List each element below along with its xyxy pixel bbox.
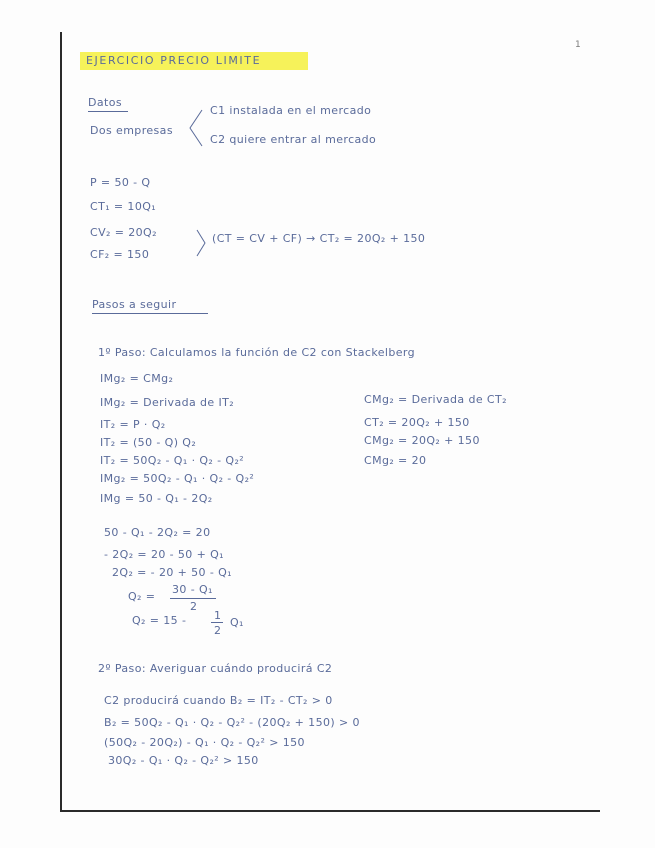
cv2-equation: CV₂ = 20Q₂ [90,226,157,239]
fraction-tail: Q₁ [230,616,244,629]
paso2-line: C2 producirá cuando B₂ = IT₂ - CT₂ > 0 [104,694,333,707]
solve-line: 2Q₂ = - 20 + 50 - Q₁ [112,566,232,579]
paso1-line: IT₂ = P · Q₂ [100,418,166,431]
pasos-heading: Pasos a seguir [92,298,177,311]
paso1-line: IMg = 50 - Q₁ - 2Q₂ [100,492,213,505]
ct2-relation: (CT = CV + CF) → CT₂ = 20Q₂ + 150 [212,232,426,245]
paso1-right-line: CMg₂ = 20Q₂ + 150 [364,434,480,447]
datos-heading: Datos [88,96,122,109]
brace-icon [186,108,206,148]
paso1-right-line: CMg₂ = 20 [364,454,427,467]
solve-line: - 2Q₂ = 20 - 50 + Q₁ [104,548,224,561]
datos-underline [88,111,128,112]
closing-brace-icon [194,228,208,258]
page-bottom-edge [60,810,600,812]
fraction-numerator: 1 [214,609,222,622]
page-number: 1 [575,40,581,50]
cf2-equation: CF₂ = 150 [90,248,150,261]
demand-function: P = 50 - Q [90,176,151,189]
ct1-equation: CT₁ = 10Q₁ [90,200,157,213]
solve-line: 50 - Q₁ - 2Q₂ = 20 [104,526,211,539]
paso1-right-line: CMg₂ = Derivada de CT₂ [364,393,507,406]
paso1-line: IMg₂ = CMg₂ [100,372,174,385]
fraction-bar [211,622,223,623]
paso1-line: IT₂ = (50 - Q) Q₂ [100,436,197,449]
pasos-underline [92,313,208,314]
paso1-line: IMg₂ = Derivada de IT₂ [100,396,235,409]
page-title: EJERCICIO PRECIO LIMITE [86,54,262,67]
fraction-denominator: 2 [214,624,222,637]
paso2-line: (50Q₂ - 20Q₂) - Q₁ · Q₂ - Q₂² > 150 [104,736,305,749]
paso1-line: IT₂ = 50Q₂ - Q₁ · Q₂ - Q₂² [100,454,245,467]
fraction-bar [170,598,216,599]
solve-line: Q₂ = 15 - [132,614,187,627]
c1-description: C1 instalada en el mercado [210,104,372,117]
paso2-title: 2º Paso: Averiguar cuándo producirá C2 [98,662,333,675]
paso1-line: IMg₂ = 50Q₂ - Q₁ · Q₂ - Q₂² [100,472,255,485]
c2-description: C2 quiere entrar al mercado [210,133,377,146]
paso1-title: 1º Paso: Calculamos la función de C2 con Stackelberg [98,346,416,359]
paso2-line: B₂ = 50Q₂ - Q₁ · Q₂ - Q₂² - (20Q₂ + 150) > 0 [104,716,360,729]
paso2-line: 30Q₂ - Q₁ · Q₂ - Q₂² > 150 [108,754,259,767]
fraction-numerator: 30 - Q₁ [172,583,213,596]
paso1-right-line: CT₂ = 20Q₂ + 150 [364,416,470,429]
page-left-edge [60,32,62,812]
fraction-denominator: 2 [190,600,198,613]
solve-line: Q₂ = [128,590,156,603]
empresas-label: Dos empresas [90,124,173,137]
